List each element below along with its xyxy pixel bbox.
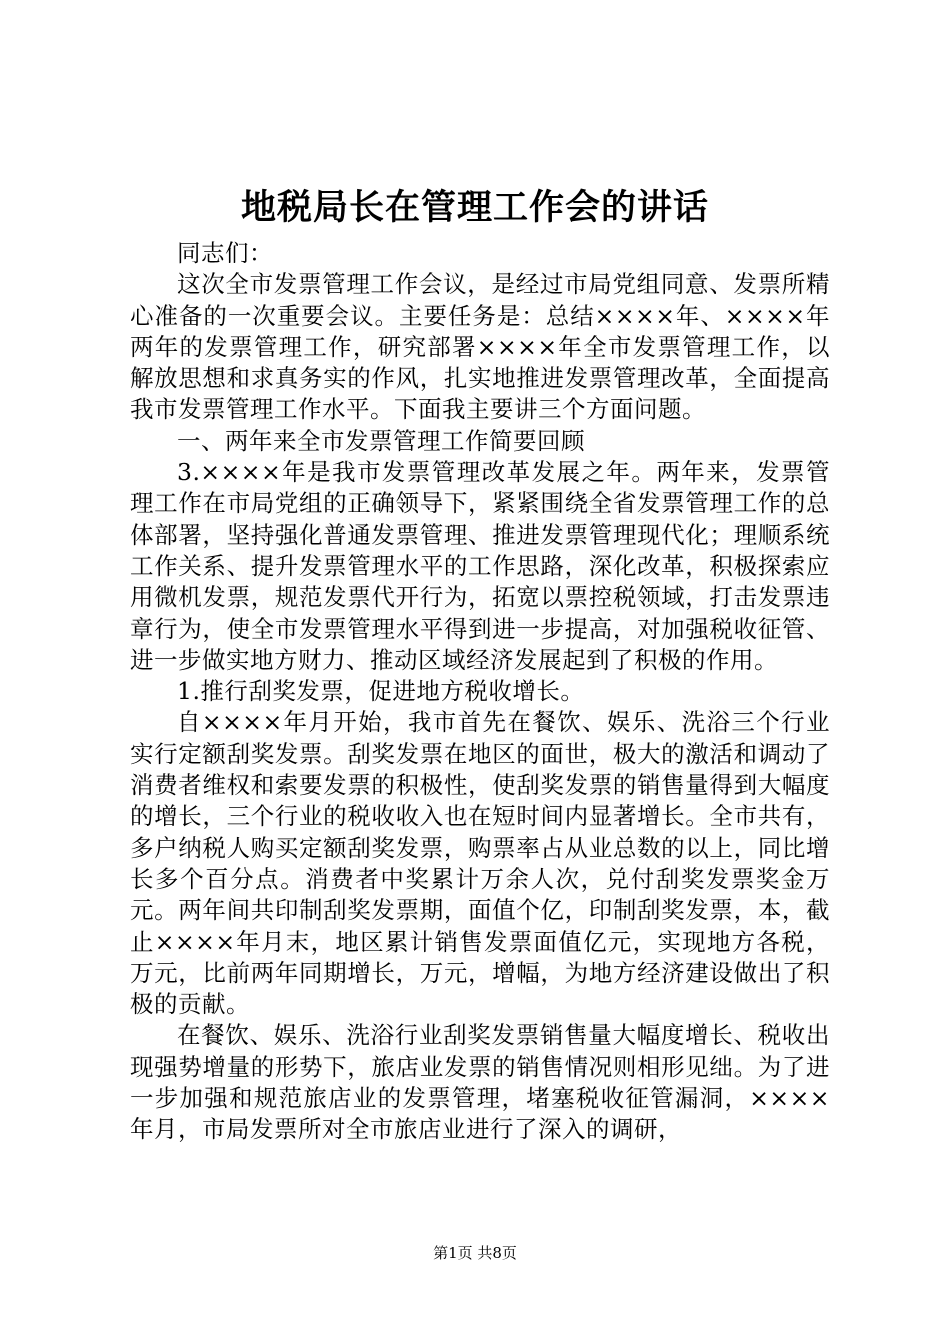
document-title: 地税局长在管理工作会的讲话 bbox=[240, 187, 709, 228]
paragraph-review: 3.××××年是我市发票管理改革发展之年。两年来，发票管理工作在市局党组的正确领导下，紧紧围绕全省发票管理工作的总体部署，坚持强化普通发票管理、推进发票管理现代化；理顺系统工作关系、提升发票管理水平的工作思路，深化改革，积极探索应用微机发票，规范发票代开行为，拓宽以票控税领域，打击发票违章行为，使全市发票管理水平得到进一步提高，对加强税收征管、进一步做实地方财力、推动区域经济发展起到了积极的作用。 bbox=[130, 458, 830, 674]
document-body bbox=[130, 238, 830, 1146]
subsection-heading: 1.推行刮奖发票，促进地方税收增长。 bbox=[177, 677, 585, 706]
section-heading: 一、两年来全市发票管理工作简要回顾 bbox=[177, 426, 585, 455]
page-footer: 第1页 共8页 bbox=[433, 1244, 517, 1262]
paragraph-hotel-invoice: 在餐饮、娱乐、洗浴行业刮奖发票销售量大幅度增长、税收出现强势增量的形势下，旅店业发票的销售情况则相形见绌。为了进一步加强和规范旅店业的发票管理，堵塞税收征管漏洞，××××年月，市局发票所对全市旅店业进行了深入的调研， bbox=[130, 1021, 830, 1144]
paragraph-intro: 这次全市发票管理工作会议，是经过市局党组同意、发票所精心准备的一次重要会议。主要任务是：总结××××年、××××年两年的发票管理工作，研究部署××××年全市发票管理工作，以解放思想和求真务实的作风，扎实地推进发票管理改革，全面提高我市发票管理工作水平。下面我主要讲三个方面问题。 bbox=[130, 270, 830, 424]
paragraph-scratch-invoice: 自××××年月开始，我市首先在餐饮、娱乐、洗浴三个行业实行定额刮奖发票。刮奖发票在地区的面世，极大的激活和调动了消费者维权和索要发票的积极性，使刮奖发票的销售量得到大幅度的增长，三个行业的税收收入也在短时间内显著增长。全市共有，多户纳税人购买定额刮奖发票，购票率占从业总数的以上，同比增长多个百分点。消费者中奖累计万余人次，兑付刮奖发票奖金万元。两年间共印制刮奖发票期，面值个亿，印制刮奖发票，本，截止××××年月末，地区累计销售发票面值亿元，实现地方各税，万元，比前两年同期增长，万元，增幅，为地方经济建设做出了积极的贡献。 bbox=[130, 708, 830, 1019]
paragraph-salutation: 同志们： bbox=[177, 239, 273, 267]
